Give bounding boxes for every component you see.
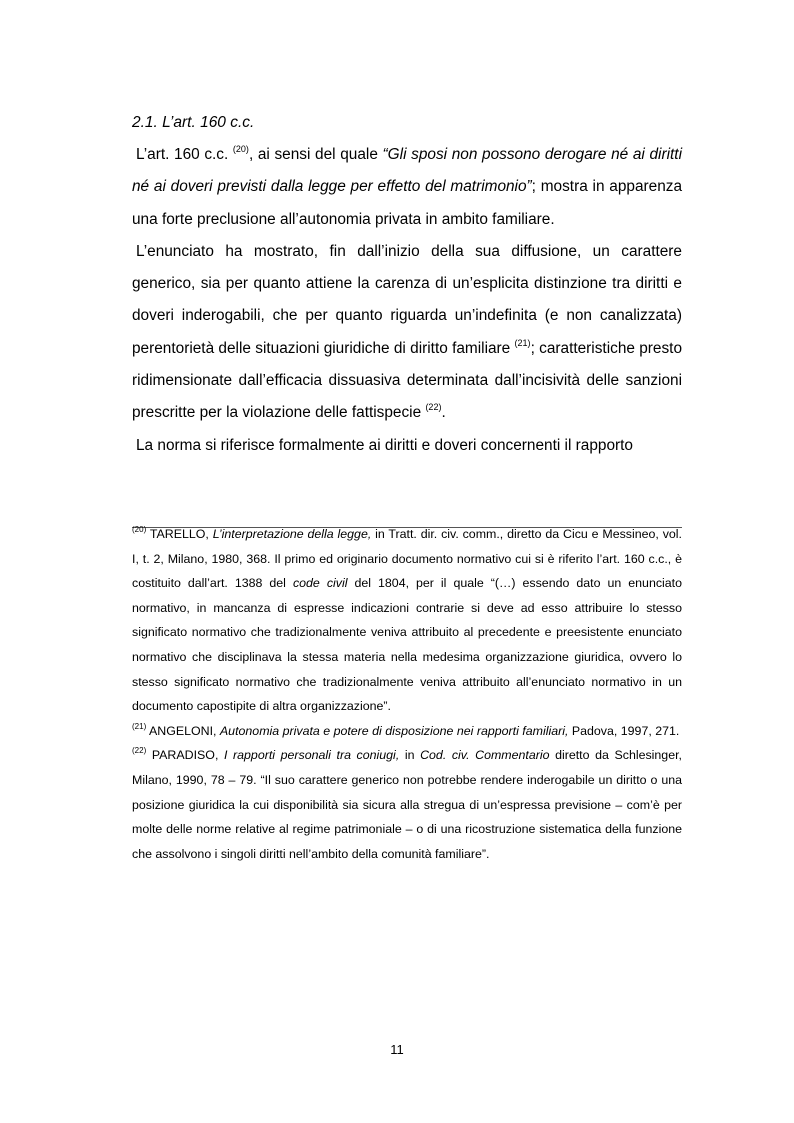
paragraph-2: L’enunciato ha mostrato, fin dall’inizio della sua diffusione, un carattere generico, sia per quanto attiene la carenza di un’esplicita distinzione tra diritti e doveri inderogabili, che per quanto riguarda un’indefinita (e non canalizzata) perentorietà delle situazioni giuridiche di diritto familiare $^{(21)}$; caratteristiche presto ridimensionate dall’efficacia dissuasiva determinata dall’incisività delle sanzioni prescritte per la violazione delle fattispecie $^{(22)}$.: [132, 242, 683, 422]
paragraph-1: L’art. 160 c.c. $^{(20)}$, ai sensi del quale “Gli sposi non possono derogare né ai diritti né ai doveri previsti dalla legge per effetto del matrimonio”; mostra in apparenza una forte preclusione all’autonomia privata in ambito familiare.: [132, 144, 683, 228]
paragraph-3: La norma si riferisce formalmente ai diritti e doveri concernenti il rapporto: [136, 436, 633, 454]
footnotes: [132, 522, 682, 866]
section-heading: 2.1. L’art. 160 c.c.: [132, 114, 255, 131]
footnote-ref-21[interactable]: (21): [514, 337, 531, 348]
footnote-20: $^{(20)}$ TARELLO, L’interpretazione della legge, in Tratt. dir. civ. comm., diretto da Cicu e Messineo, vol. I, t. 2, Milano, 1980, 368. Il primo ed originario documento normativo cui si è riferito l’art. 160 c.c., è costituito dall’art. 1388 del code civil del 1804, per il quale “(…) essendo dato un enunciato normativo, in mancanza di espresse indicazioni contrarie si deve ad esso attribuire lo stesso significato normativo che tradizionalmente veniva attribuito al precedente e preesistente enunciato normativo che disciplinava la stessa materia nella medesima organizzazione giuridica, ovvero lo stesso significato normativo che tradizionalmente veniva attribuito all’enunciato normativo in un documento capostipite di altra organizzazione”.: [132, 525, 683, 714]
footnote-21: $^{(21)}$ ANGELONI, Autonomia privata e potere di disposizione nei rapporti familiari, Padova, 1997, 271.: [132, 721, 680, 738]
footnote-ref-20[interactable]: (20): [232, 144, 249, 154]
footnote-22: $^{(22)}$ PARADISO, I rapporti personali tra coniugi, in Cod. civ. Commentario diretto da Schlesinger, Milano, 1990, 78 – 79. “Il suo carattere generico non potrebbe rendere inderogabile un diritto o una posizione giuridica la cui disponibilità sia sicura alla stregua di un’espressa previsione – com’è per molte delle norme relative al regime patrimoniale – o di una ricostruzione sistematica della funzione che assolvono i singoli diritti nell’ambito della comunità familiare”.: [132, 746, 682, 861]
body-text: [132, 139, 682, 462]
page-number: 11: [390, 1042, 404, 1057]
footnote-ref-22[interactable]: (22): [425, 402, 442, 413]
article-quote: “Gli sposi non possono derogare né ai diritti né ai doveri previsti dalla legge per effetto del matrimonio”: [132, 146, 682, 196]
